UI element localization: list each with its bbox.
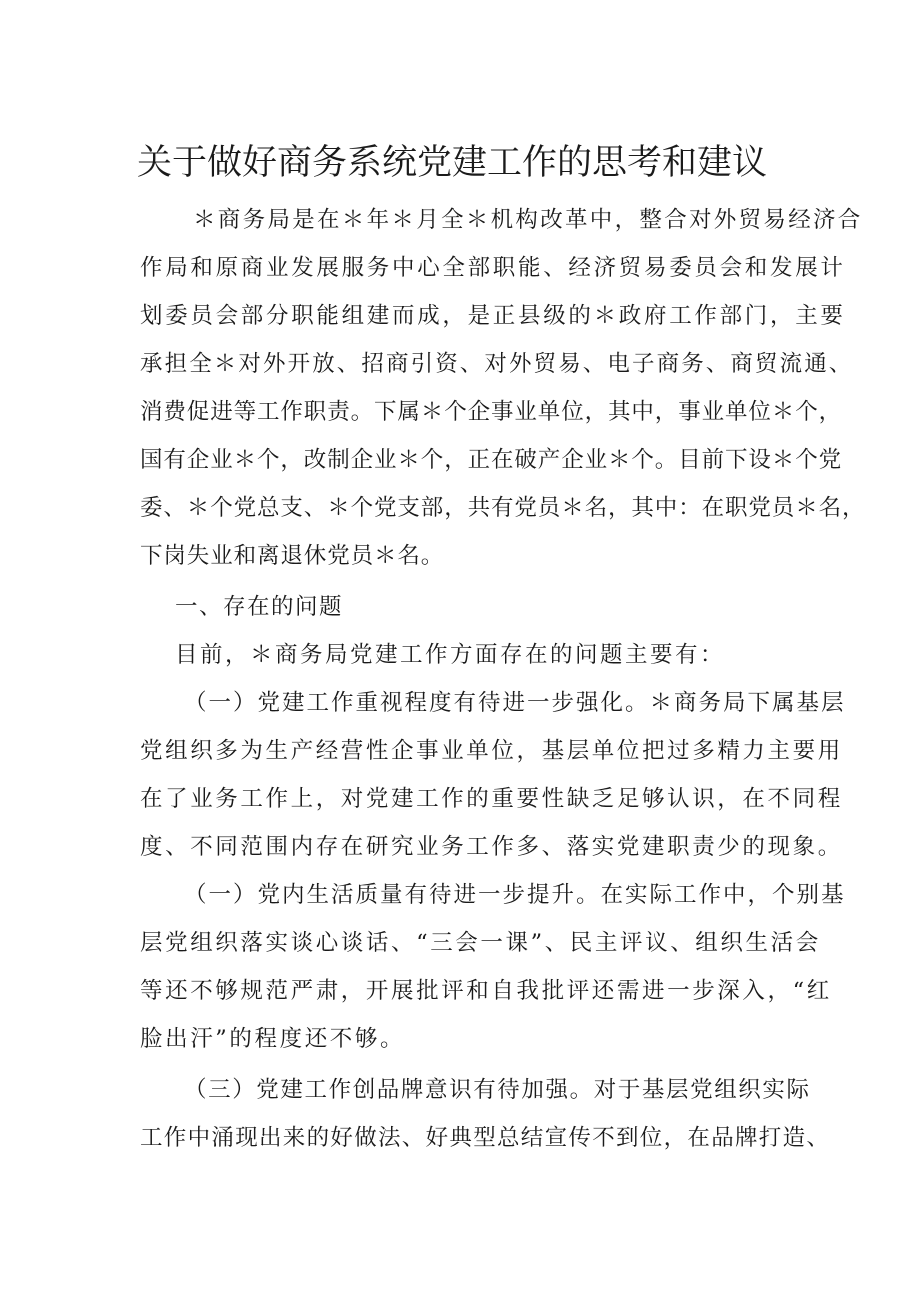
paragraph-line: ＊商务局是在＊年＊月全＊机构改革中，整合对外贸易经济合 [193,207,863,233]
section-heading: 一、存在的问题 [175,594,344,620]
paragraph-line: 划委员会部分职能组建而成，是正县级的＊政府工作部门，主要 [140,303,846,329]
document-title: 关于做好商务系统党建工作的思考和建议 [137,143,768,183]
paragraph-line: 下岗失业和离退休党员＊名。 [140,543,445,569]
paragraph-line: 党组织多为生产经营性企事业单位，基层单位把过多精力主要用 [140,738,843,764]
paragraph-line: 承担全＊对外开放、招商引资、对外贸易、电子商务、商贸流通、 [140,351,854,377]
paragraph-line: 作局和原商业发展服务中心全部职能、经济贸易委员会和发展计 [140,255,846,281]
paragraph-line: 层党组织落实谈心谈话、“三会一课”、民主评议、组织生活会 [140,930,821,956]
paragraph-line: 度、不同范围内存在研究业务工作多、落实党建职责少的现象。 [140,834,843,860]
paragraph-line: 工作中涌现出来的好做法、好典型总结宣传不到位，在品牌打造、 [140,1125,831,1151]
paragraph-line: 在了业务工作上，对党建工作的重要性缺乏足够认识，在不同程 [140,786,843,812]
paragraph-line: 消费促进等工作职责。下属＊个企事业单位，其中，事业单位＊个， [140,399,843,425]
paragraph-line: 等还不够规范严肃，开展批评和自我批评还需进一步深入，“红 [140,978,832,1004]
paragraph-line: （一）党内生活质量有待进一步提升。在实际工作中，个别基 [184,882,846,908]
paragraph-line: 委、＊个党总支、＊个党支部，共有党员＊名，其中：在职党员＊名， [140,495,866,521]
paragraph-line: （三）党建工作创品牌意识有待加强。对于基层党组织实际 [184,1077,811,1103]
paragraph-line: 目前，＊商务局党建工作方面存在的问题主要有： [175,642,726,668]
paragraph-line: （一）党建工作重视程度有待进一步强化。＊商务局下属基层 [184,690,846,716]
paragraph-line: 脸出汗”的程度还不够。 [140,1026,406,1052]
paragraph-line: 国有企业＊个，改制企业＊个，正在破产企业＊个。目前下设＊个党 [140,447,843,473]
